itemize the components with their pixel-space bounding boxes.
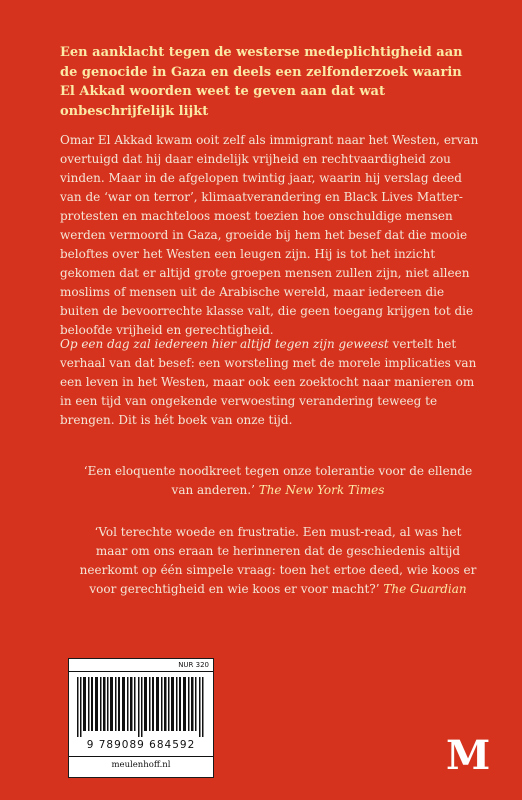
divider	[69, 756, 213, 757]
isbn-number: 9 789089 684592	[86, 739, 196, 751]
review-quote-1	[78, 462, 478, 500]
quote-text: ‘Een eloquente noodkreet tegen onze tolerantie voor de ellende van anderen.’	[83, 464, 473, 497]
barcode-icon	[77, 677, 205, 737]
quote-source: The New York Times	[258, 483, 385, 497]
blurb-paragraph-2	[60, 335, 480, 430]
barcode-panel	[68, 658, 214, 778]
tagline: Een aanklacht tegen de westerse medeplichtigheid aan de genocide in Gaza en deels een zelfonderzoek waarin El Akkad woorden weet te geven aan dat wat onbeschrijfelijk lijkt	[60, 45, 463, 119]
blurb-paragraph-2-text: vertelt het verhaal van dat besef: een worsteling met de morele implicaties van een leven in het Westen, maar ook een zoektocht naar manieren om in een tijd van ongekende verwoesting verandering teweeg te brengen. Dit is hét boek van onze tijd.	[60, 337, 477, 427]
divider	[69, 671, 213, 672]
quote-source: The Guardian	[383, 582, 467, 596]
nur-code: NUR 320	[178, 661, 209, 669]
publisher-website: meulenhoff.nl	[111, 760, 171, 770]
blurb-paragraph-1: Omar El Akkad kwam ooit zelf als immigrant naar het Westen, ervan overtuigd dat hij daar eindelijk vrijheid en rechtvaardigheid zou vinden. Maar in de afgelopen twintig jaar, waarin hij verslag deed van de ‘war on terror’, klimaatverandering en Black Lives Matter-protesten en machteloos moest toezien hoe onschuldige mensen werden vermoord in Gaza, groeide bij hem het besef dat die mooie beloftes over het Westen een leugen zijn. Hij is tot het inzicht gekomen dat er altijd grote groepen mensen zullen zijn, niet alleen moslims of mensen uit de Arabische wereld, maar iedereen die buiten de bevoorrechte klasse valt, die geen toegang krijgen tot die beloofde vrijheid en gerechtigheid.	[60, 133, 479, 337]
quote-text: ‘Vol terechte woede en frustratie. Een must-read, al was het maar om ons eraan te herinneren dat de geschiedenis altijd neerkomt op één simpele vraag: toen het ertoe deed, wie koos er voor gerechtigheid en wie koos er voor macht?’	[79, 525, 477, 596]
book-title-italic: Op een dag zal iedereen hier altijd tegen zijn geweest	[60, 337, 389, 351]
review-quote-2	[78, 523, 478, 599]
publisher-logo: M	[446, 732, 491, 779]
